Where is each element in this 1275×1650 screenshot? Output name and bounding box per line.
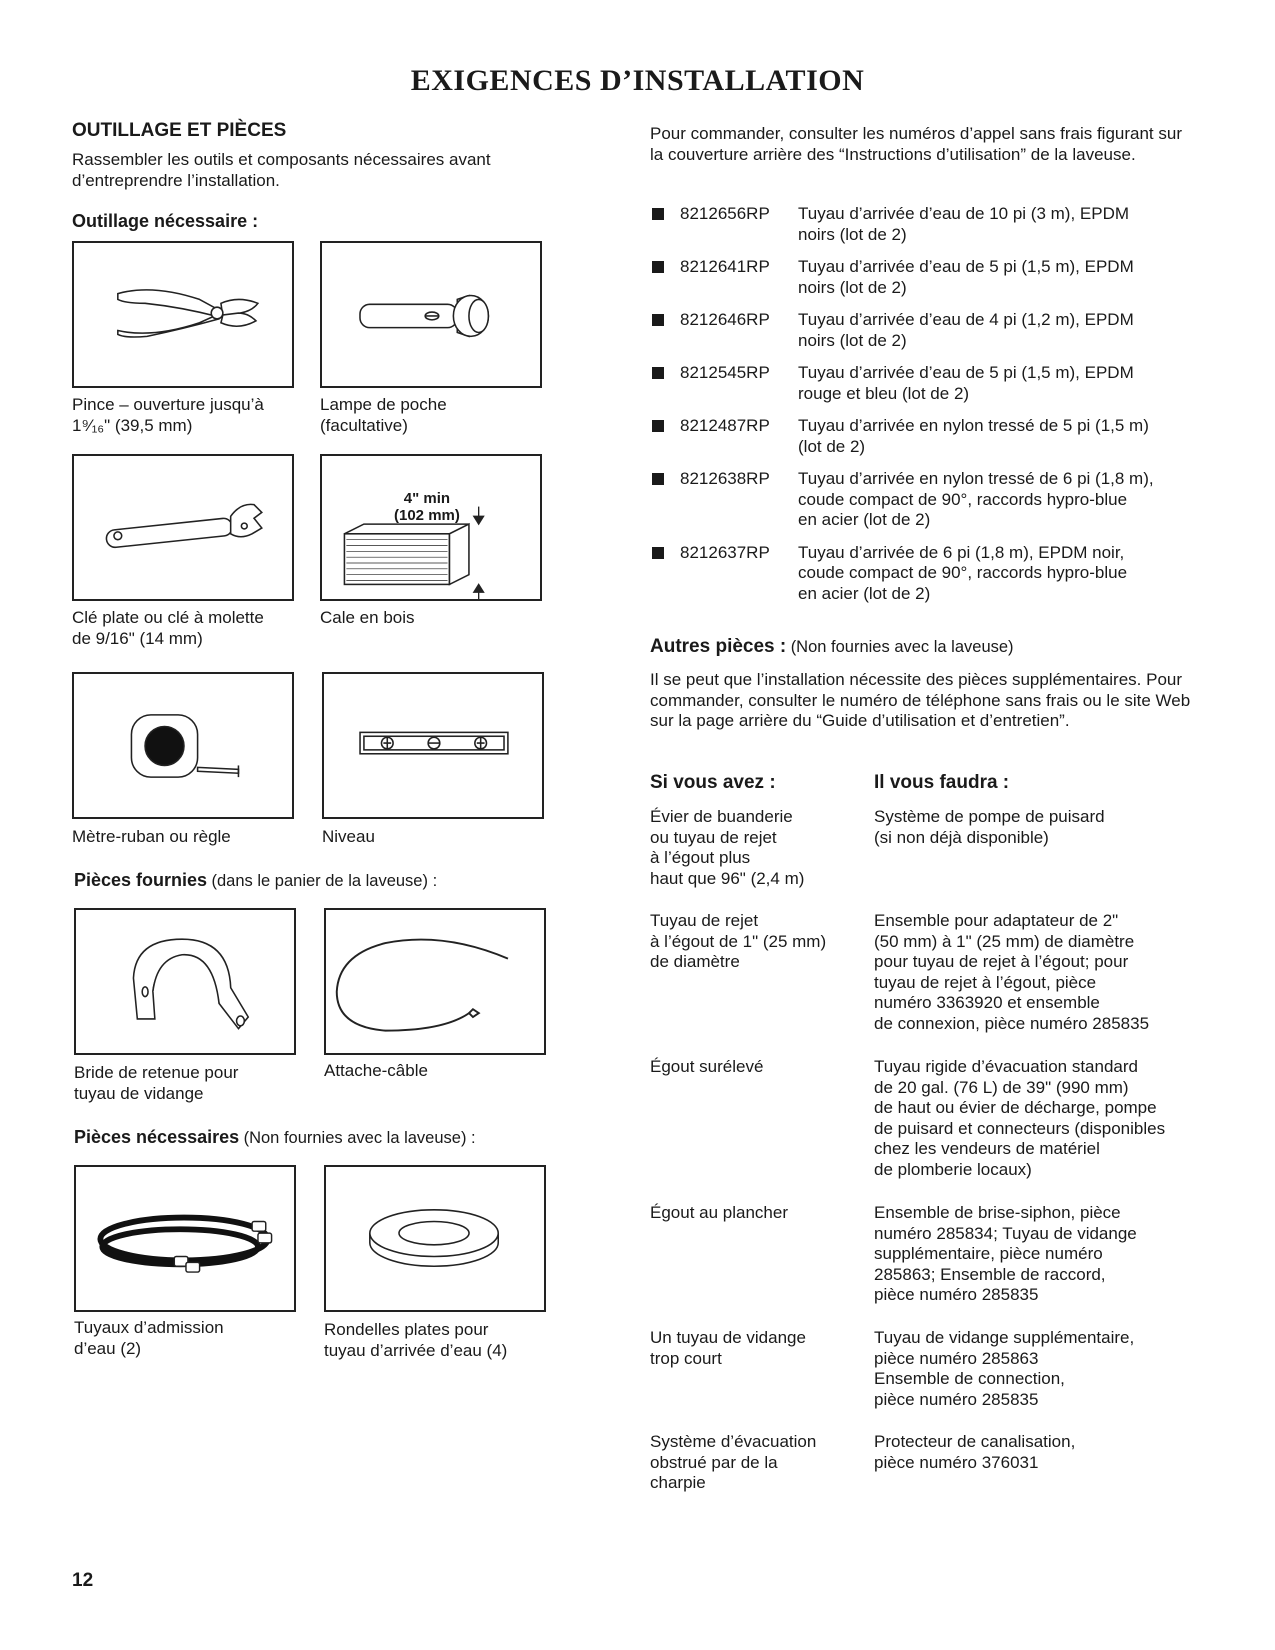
table-header-have: Si vous avez :	[650, 772, 776, 793]
part-description: Tuyau d’arrivée d’eau de 5 pi (1,5 m), EPDM noirs (lot de 2)	[798, 257, 1134, 297]
page-number: 12	[72, 1570, 94, 1591]
bullet-icon	[652, 473, 664, 485]
part-number: 8212646RP	[680, 310, 770, 329]
part-description: Tuyau d’arrivée d’eau de 4 pi (1,2 m), EPDM noirs (lot de 2)	[798, 310, 1134, 350]
wrench-illustration	[72, 454, 294, 601]
part-description: Tuyau d’arrivée de 6 pi (1,8 m), EPDM noir, coude compact de 90°, raccords hypro-blue en acier (lot de 2)	[798, 542, 1128, 603]
supplied-note: (dans le panier de la laveuse) :	[211, 872, 438, 890]
table-cell-need: Système de pompe de puisard (si non déjà disponible)	[874, 807, 1105, 847]
tape-measure-illustration	[72, 672, 294, 819]
tools-heading: Outillage nécessaire :	[72, 211, 259, 231]
part-list-item	[650, 310, 1210, 351]
pliers-icon	[74, 243, 292, 386]
part-list-item	[650, 416, 1210, 457]
part-list-item	[650, 363, 1210, 404]
pliers-illustration	[72, 241, 294, 388]
part-description: Tuyau d’arrivée d’eau de 5 pi (1,5 m), EPDM rouge et bleu (lot de 2)	[798, 363, 1134, 403]
tool-caption: Clé plate ou clé à molette de 9/16" (14 mm)	[72, 608, 264, 648]
bullet-icon	[652, 314, 664, 326]
bullet-icon	[652, 261, 664, 273]
inlet-hoses-illustration	[74, 1165, 296, 1312]
table-cell-have: Évier de buanderie ou tuyau de rejet à l’égout plus haut que 96" (2,4 m)	[650, 807, 805, 888]
other-intro: Il se peut que l’installation nécessite des pièces supplémentaires. Pour commander, consulter le numéro de téléphone sans frais ou le site Web sur la page arrière du “Guide d’utilisation et d’entretien”.	[650, 670, 1191, 730]
supplied-caption: Bride de retenue pour tuyau de vidange	[74, 1063, 239, 1103]
part-number: 8212487RP	[680, 416, 770, 435]
section-intro: Rassembler les outils et composants nécessaires avant d’entreprendre l’installation.	[72, 150, 491, 190]
part-list-item	[650, 469, 1210, 531]
supplied-heading: Pièces fournies	[74, 870, 208, 890]
drain-clamp-illustration	[74, 908, 296, 1055]
part-number: 8212637RP	[680, 542, 770, 562]
table-row	[650, 1328, 1220, 1410]
water-inlet-hose-icon	[76, 1167, 294, 1310]
flashlight-icon	[322, 243, 540, 386]
table-cell-need: Protecteur de canalisation, pièce numéro 376031	[874, 1432, 1076, 1472]
part-description: Tuyau d’arrivée d’eau de 10 pi (3 m), EPDM noirs (lot de 2)	[798, 204, 1130, 244]
wood-block-icon	[322, 456, 540, 599]
table-cell-need: Ensemble de brise-siphon, pièce numéro 285834; Tuyau de vidange supplémentaire, pièce numéro 285863; Ensemble de raccord, pièce numéro 285835	[874, 1203, 1137, 1304]
supplied-caption: Attache-câble	[324, 1061, 428, 1080]
order-intro: Pour commander, consulter les numéros d’appel sans frais figurant sur la couverture arrière des “Instructions d’utilisation” de la laveuse.	[650, 124, 1182, 164]
level-illustration	[322, 672, 544, 819]
part-list-item	[650, 543, 1210, 605]
bullet-icon	[652, 420, 664, 432]
other-heading: Autres pièces :	[650, 636, 787, 657]
section-title: OUTILLAGE ET PIÈCES	[72, 120, 287, 141]
flashlight-illustration	[320, 241, 542, 388]
supplied-heading-line	[74, 870, 437, 891]
needed-caption: Rondelles plates pour tuyau d’arrivée d’eau (4)	[324, 1320, 508, 1360]
tool-caption: Mètre-ruban ou règle	[72, 827, 231, 846]
bullet-icon	[652, 208, 664, 220]
other-note: (Non fournies avec la laveuse)	[790, 638, 1014, 656]
parts-list	[650, 204, 1210, 616]
table-cell-need: Tuyau de vidange supplémentaire, pièce numéro 285863 Ensemble de connection, pièce numéro 285835	[874, 1328, 1135, 1409]
table-cell-have: Égout au plancher	[650, 1203, 788, 1222]
bullet-icon	[652, 367, 664, 379]
table-cell-have: Un tuyau de vidange trop court	[650, 1328, 806, 1368]
bullet-icon	[652, 547, 664, 559]
level-icon	[324, 674, 542, 817]
part-number: 8212638RP	[680, 469, 770, 488]
needed-heading: Pièces nécessaires	[74, 1127, 240, 1147]
part-number: 8212545RP	[680, 363, 770, 382]
needed-caption: Tuyaux d’admission d’eau (2)	[74, 1318, 224, 1358]
table-row	[650, 807, 1220, 889]
flat-washer-icon	[326, 1167, 544, 1310]
tool-caption: Lampe de poche (facultative)	[320, 395, 447, 435]
other-heading-line	[650, 636, 1014, 658]
part-number: 8212641RP	[680, 257, 770, 276]
table-header-need: Il vous faudra :	[874, 772, 1010, 793]
cable-tie-illustration	[324, 908, 546, 1055]
needed-heading-line	[74, 1127, 476, 1148]
table-cell-have: Tuyau de rejet à l’égout de 1" (25 mm) de diamètre	[650, 911, 827, 971]
table-row	[650, 911, 1220, 1034]
part-list-item	[650, 204, 1210, 245]
part-description: Tuyau d’arrivée en nylon tressé de 5 pi (1,5 m) (lot de 2)	[798, 416, 1149, 456]
needed-note: (Non fournies avec la laveuse) :	[243, 1129, 476, 1147]
page-title: EXIGENCES D’INSTALLATION	[410, 64, 865, 97]
wood-block-illustration	[320, 454, 542, 601]
tool-caption: Pince – ouverture jusqu’à 1⁹⁄₁₆" (39,5 mm)	[72, 395, 264, 435]
table-row	[650, 1432, 1220, 1494]
cable-tie-icon	[326, 910, 544, 1053]
part-number: 8212656RP	[680, 204, 770, 223]
table-row	[650, 1203, 1220, 1306]
washers-illustration	[324, 1165, 546, 1312]
part-description: Tuyau d’arrivée en nylon tressé de 6 pi (1,8 m), coude compact de 90°, raccords hypro-blue en acier (lot de 2)	[798, 469, 1154, 529]
drain-hose-clamp-icon	[76, 910, 294, 1053]
table-cell-have: Système d’évacuation obstrué par de la charpie	[650, 1432, 817, 1492]
table-cell-have: Égout surélevé	[650, 1057, 764, 1076]
part-list-item	[650, 257, 1210, 298]
table-cell-need: Ensemble pour adaptateur de 2" (50 mm) à 1" (25 mm) de diamètre pour tuyau de rejet à l’égout; pour tuyau de rejet à l’égout, pièce numéro 3363920 et ensemble de connexion, pièce numéro 285835	[874, 911, 1150, 1033]
wrench-icon	[74, 456, 292, 599]
table-row	[650, 1057, 1220, 1180]
tool-caption: Niveau	[322, 827, 375, 846]
tape-measure-icon	[74, 674, 292, 817]
wood-block-label: 4" min (102 mm)	[394, 490, 460, 524]
tool-caption: Cale en bois	[320, 608, 415, 627]
table-cell-need: Tuyau rigide d’évacuation standard de 20 gal. (76 L) de 39" (990 mm) de haut ou évier de décharge, pompe de puisard et connecteurs (disponibles chez les vendeurs de matériel de plomberie locaux)	[874, 1057, 1166, 1179]
